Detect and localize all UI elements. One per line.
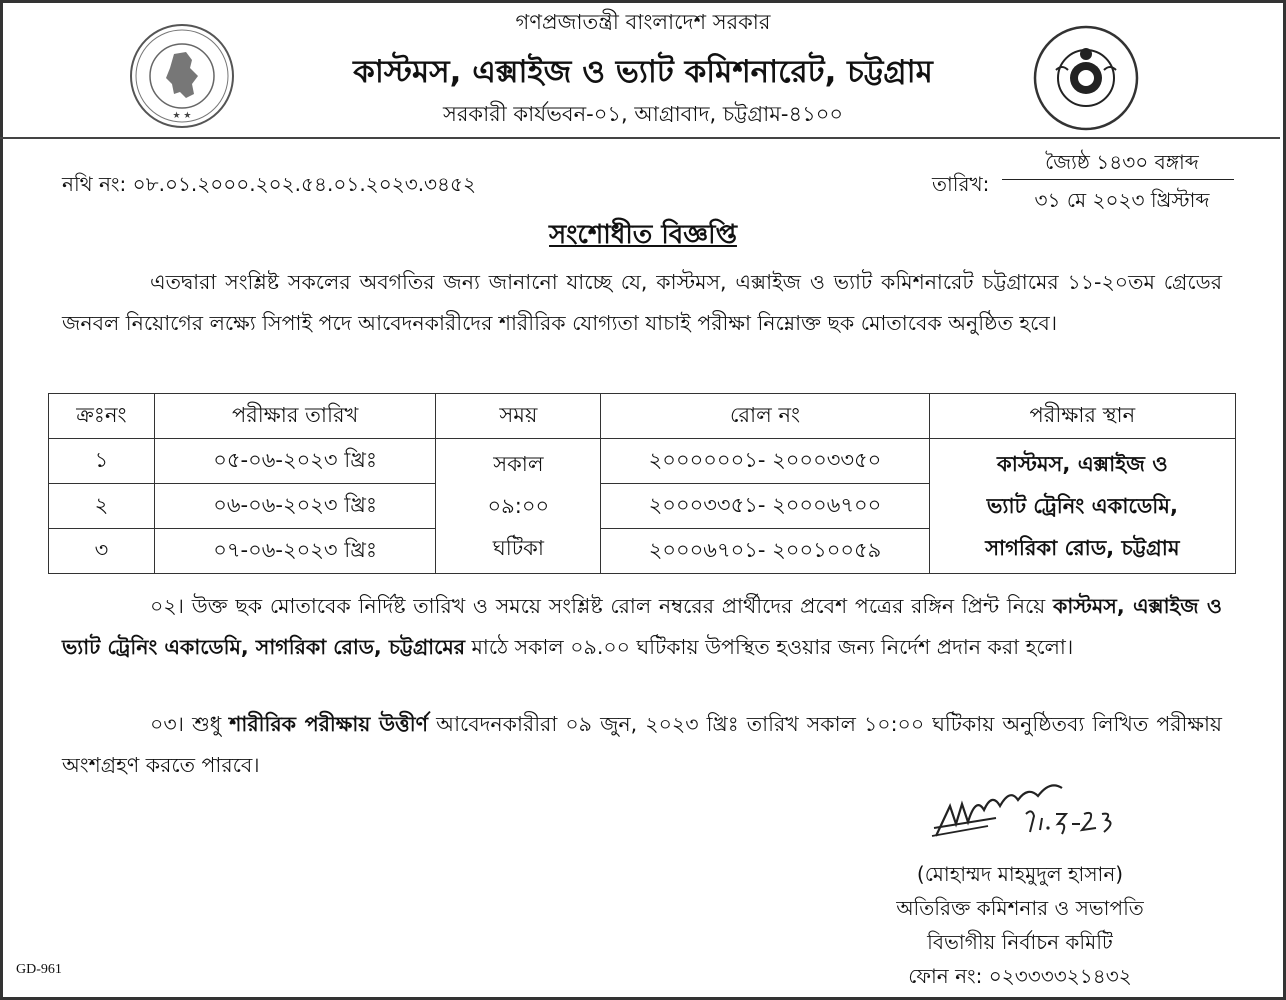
header-exam-date: পরীক্ষার তারিখ: [154, 394, 436, 439]
venue-line: কাস্টমস, এক্সাইজ ও: [997, 452, 1168, 476]
exam-schedule-table: [48, 393, 1236, 574]
government-name: গণপ্রজাতন্ত্রী বাংলাদেশ সরকার: [515, 10, 771, 34]
row-roll-range: ২০০০০০০১- ২০০০৩৩৫০: [601, 439, 929, 484]
signatory-phone: ফোন নং: ০২৩৩৩৩২১৪৩২: [908, 964, 1132, 988]
venue-line: ভ্যাট ট্রেনিং একাডেমি,: [986, 494, 1178, 518]
header-serial: ক্রঃনং: [49, 394, 155, 439]
row-date: ০৭-০৬-২০২৩ খ্রিঃ: [154, 529, 436, 574]
handwritten-signature: [926, 766, 1122, 850]
header-time: সময়: [436, 394, 601, 439]
signatory-committee: বিভাগীয় নির্বাচন কমিটি: [927, 930, 1113, 954]
p2-text-end: মাঠে সকাল ০৯.০০ ঘটিকায় উপস্থিত হওয়ার জন্য নির্দেশ প্রদান করা হলো।: [465, 635, 1074, 659]
signatory-designation: অতিরিক্ত কমিশনার ও সভাপতি: [896, 896, 1144, 920]
svg-text:★ ★: ★ ★: [172, 111, 192, 121]
p2-venue-bold: কাস্টমস, এক্সাইজ ও ভ্যাট ট্রেনিং একাডেমি, সাগরিকা রোড, চট্টগ্রামের: [62, 594, 1222, 659]
p3-bold: শারীরিক পরীক্ষায় উত্তীর্ণ: [229, 712, 428, 736]
notice-title-wrap: [0, 214, 1286, 258]
row-date: ০৬-০৬-২০২৩ খ্রিঃ: [154, 484, 436, 529]
time-line: ০৯:০০: [487, 494, 550, 518]
table-header-row: [49, 394, 1236, 439]
exam-venue-cell: [929, 439, 1235, 574]
time-line: ঘটিকা: [492, 536, 544, 560]
p2-text: ০২। উক্ত ছক মোতাবেক নির্দিষ্ট তারিখ ও সময়ে সংশ্লিষ্ট রোল নম্বরের প্রার্থীদের প্রবেশ পত্রের রঙ্গিন প্রিন্ট নিয়ে: [150, 594, 1053, 618]
date-divider: [1002, 179, 1234, 180]
memo-number: নথি নং: ০৮.০১.২০০০.২০২.৫৪.০১.২০২৩.৩৪৫২: [62, 172, 477, 196]
p3-text-end: আবেদনকারীরা ০৯ জুন, ২০২৩ খ্রিঃ তারিখ সকাল ১০:০০ ঘটিকায় অনুষ্ঠিতব্য লিখিত পরীক্ষায় অংশগ্রহণ করতে পারবে।: [62, 712, 1222, 777]
header-venue: পরীক্ষার স্থান: [929, 394, 1235, 439]
footer-code: GD-961: [16, 962, 62, 977]
p3-text: ০৩। শুধু: [150, 712, 230, 736]
date-bangla: জ্যৈষ্ঠ ১৪৩০ বঙ্গাব্দ: [1045, 150, 1199, 174]
header-divider: [0, 137, 1280, 139]
signatory-name: (মোহাম্মদ মাহমুদুল হাসান): [916, 862, 1124, 886]
venue-line: সাগরিকা রোড, চট্টগ্রাম: [985, 536, 1180, 560]
paragraph-instructions: [62, 586, 1222, 668]
row-roll-range: ২০০০৬৭০১- ২০০১০০৫৯: [601, 529, 929, 574]
office-name: কাস্টমস, এক্সাইজ ও ভ্যাট কমিশনারেট, চট্টগ্রাম: [353, 54, 933, 90]
row-roll-range: ২০০০৩৩৫১- ২০০০৬৭০০: [601, 484, 929, 529]
row-serial: ১: [49, 439, 155, 484]
row-date: ০৫-০৬-২০২৩ খ্রিঃ: [154, 439, 436, 484]
exam-time-cell: [436, 439, 601, 574]
time-line: সকাল: [493, 452, 544, 476]
notice-title: সংশোধীত বিজ্ঞপ্তি: [549, 220, 737, 250]
office-address: সরকারী কার্যভবন-০১, আগ্রাবাদ, চট্টগ্রাম-৪১০০: [442, 102, 844, 126]
table-row: [49, 439, 1236, 484]
date-english: ৩১ মে ২০২৩ খ্রিস্টাব্দ: [1034, 188, 1210, 212]
date-label: তারিখ:: [932, 172, 990, 196]
header-roll: রোল নং: [601, 394, 929, 439]
paragraph-intro: এতদ্বারা সংশ্লিষ্ট সকলের অবগতির জন্য জানানো যাচ্ছে যে, কাস্টমস, এক্সাইজ ও ভ্যাট কমিশনারেট চট্টগ্রামের ১১-২০তম গ্রেডের জনবল নিয়োগের লক্ষ্যে সিপাই পদে আবেদনকারীদের শারীরিক যোগ্যতা যাচাই পরীক্ষা নিম্নোক্ত ছক মোতাবেক অনুষ্ঠিত হবে।: [62, 270, 1222, 335]
row-serial: ২: [49, 484, 155, 529]
row-serial: ৩: [49, 529, 155, 574]
